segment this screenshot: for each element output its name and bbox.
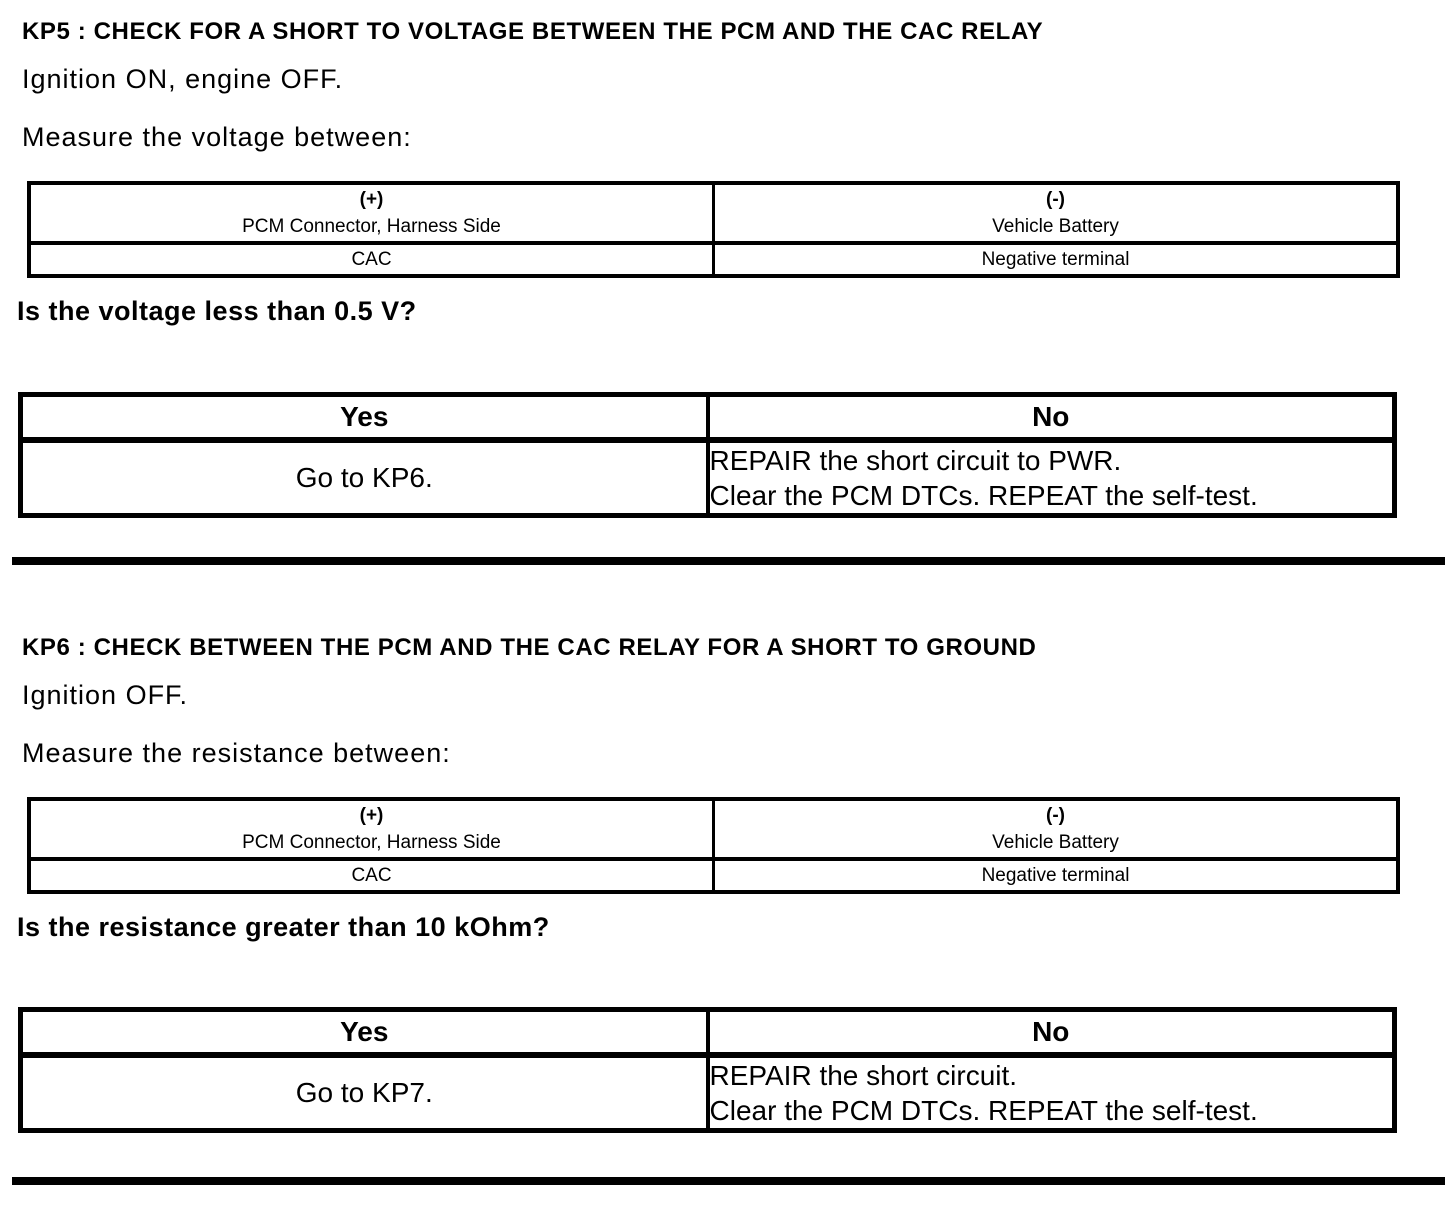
kp6-measurement-table — [27, 797, 1400, 894]
negative-source-label: Vehicle Battery — [992, 832, 1119, 853]
kp5-no-action-line1: REPAIR the short circuit to PWR. — [709, 445, 1122, 476]
positive-polarity-label: (+) — [359, 805, 384, 826]
kp5-positive-header-cell — [29, 183, 714, 243]
kp6-positive-point-cell: CAC — [29, 859, 714, 892]
kp5-positive-point-cell: CAC — [29, 243, 714, 276]
kp6-yes-header-cell: Yes — [21, 1010, 708, 1056]
kp6-no-header-cell: No — [708, 1010, 1395, 1056]
kp6-negative-point-cell: Negative terminal — [714, 859, 1399, 892]
kp6-positive-header-cell — [29, 799, 714, 859]
kp6-decision-table — [18, 1007, 1397, 1133]
kp5-no-header-cell: No — [708, 395, 1395, 441]
kp6-yes-action-cell: Go to KP7. — [21, 1055, 708, 1131]
kp6-question: Is the resistance greater than 10 kOhm? — [17, 912, 550, 942]
page-bottom-divider — [12, 1177, 1445, 1185]
kp6-no-action-cell — [708, 1055, 1395, 1131]
kp6-no-action-line1: REPAIR the short circuit. — [709, 1060, 1018, 1091]
kp5-measure-instruction: Measure the voltage between: — [22, 122, 412, 152]
kp6-measurement-header-row — [29, 799, 1398, 859]
kp6-decision-action-row — [21, 1055, 1395, 1131]
positive-source-label: PCM Connector, Harness Side — [242, 832, 501, 853]
negative-source-label: Vehicle Battery — [992, 216, 1119, 237]
kp5-no-action-cell — [708, 440, 1395, 516]
kp5-measurement-value-row — [29, 243, 1398, 276]
negative-polarity-label: (-) — [1046, 805, 1065, 826]
positive-polarity-label: (+) — [359, 189, 384, 210]
kp5-negative-header-cell — [714, 183, 1399, 243]
kp5-no-action-line2: Clear the PCM DTCs. REPEAT the self-test. — [709, 480, 1258, 511]
kp6-ignition-condition: Ignition OFF. — [22, 680, 189, 710]
kp5-yes-action-cell: Go to KP6. — [21, 440, 708, 516]
section-divider — [12, 557, 1445, 565]
kp5-ignition-condition: Ignition ON, engine OFF. — [22, 64, 344, 94]
kp5-decision-header-row — [21, 395, 1395, 441]
kp5-step-heading: KP5 : CHECK FOR A SHORT TO VOLTAGE BETWEEN THE PCM AND THE CAC RELAY — [22, 18, 1044, 45]
kp5-yes-header-cell: Yes — [21, 395, 708, 441]
positive-source-label: PCM Connector, Harness Side — [242, 216, 501, 237]
kp6-no-action-line2: Clear the PCM DTCs. REPEAT the self-test. — [709, 1095, 1258, 1126]
kp6-negative-header-cell — [714, 799, 1399, 859]
negative-polarity-label: (-) — [1046, 189, 1065, 210]
kp6-measure-instruction: Measure the resistance between: — [22, 738, 451, 768]
kp6-step-heading: KP6 : CHECK BETWEEN THE PCM AND THE CAC RELAY FOR A SHORT TO GROUND — [22, 634, 1037, 661]
kp6-decision-header-row — [21, 1010, 1395, 1056]
kp5-negative-point-cell: Negative terminal — [714, 243, 1399, 276]
kp5-measurement-table — [27, 181, 1400, 278]
kp5-measurement-header-row — [29, 183, 1398, 243]
kp6-measurement-value-row — [29, 859, 1398, 892]
kp5-decision-action-row — [21, 440, 1395, 516]
kp5-decision-table — [18, 392, 1397, 518]
kp5-question: Is the voltage less than 0.5 V? — [17, 296, 417, 326]
